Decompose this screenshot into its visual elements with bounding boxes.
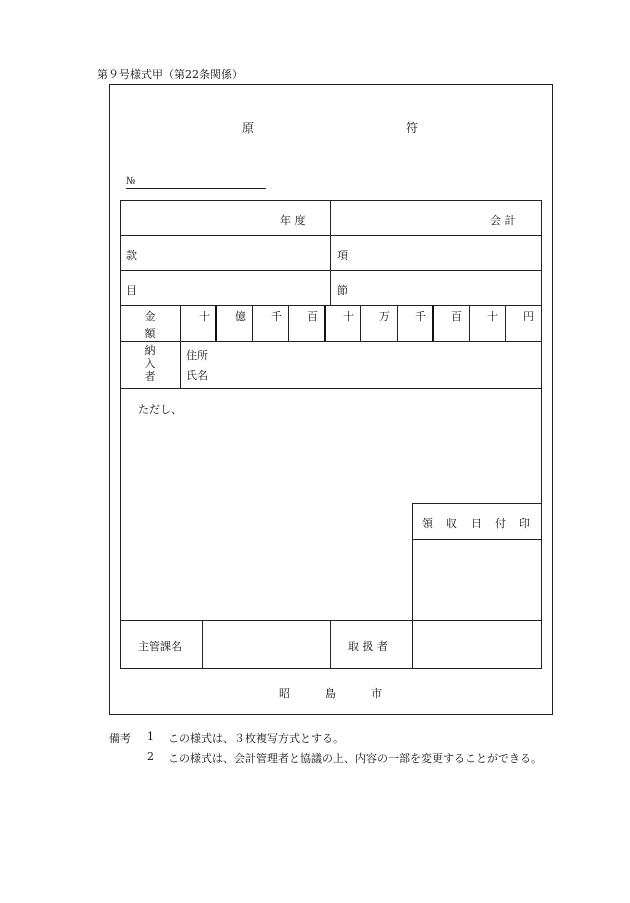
amount-label-bottom: 額 [144, 327, 156, 340]
digit-label-8: 百 [451, 310, 462, 323]
kan-label: 款 [126, 249, 137, 262]
payer-label-char-3: 者 [144, 370, 156, 383]
note-label: ただし、 [138, 403, 182, 416]
payer-label-char-2: 入 [144, 357, 156, 370]
receipt-char-5: 印 [519, 517, 530, 530]
title-left-char: 原 [242, 121, 255, 135]
city-char-2: 島 [325, 687, 336, 700]
receipt-char-4: 付 [495, 517, 506, 530]
title-right-char: 符 [406, 121, 419, 135]
receipt-box-left [412, 503, 413, 669]
payer-label-char-1: 納 [144, 344, 156, 357]
account-label: 会 計 [490, 214, 516, 227]
moku-label: 目 [126, 284, 137, 297]
row-line-6 [120, 620, 542, 621]
footer-divider-2 [330, 620, 331, 669]
digit-label-2: 億 [235, 310, 246, 323]
remark-2-text: この様式は、会計管理者と協議の上、内容の一部を変更することができる。 [168, 752, 542, 765]
payer-name-label: 氏名 [186, 369, 208, 382]
row-line-5 [120, 388, 542, 389]
receipt-char-3: 日 [471, 517, 482, 530]
digit-label-4: 百 [307, 310, 318, 323]
city-char-3: 市 [371, 687, 382, 700]
digit-label-6: 万 [379, 310, 390, 323]
receipt-char-1: 領 [422, 517, 433, 530]
payer-address-label: 住所 [186, 349, 208, 362]
setsu-label: 節 [337, 284, 348, 297]
digit-label-3: 千 [271, 310, 282, 323]
digit-label-9: 十 [487, 310, 498, 323]
row-line-2 [120, 270, 542, 271]
form-label: 第９号様式甲（第22条関係） [97, 68, 243, 81]
row-line-4 [120, 341, 542, 342]
section-label: 主管課名 [138, 640, 182, 653]
center-divider [330, 200, 331, 305]
row-line-1 [120, 235, 542, 236]
handler-label: 取 扱 者 [348, 640, 388, 653]
digit-label-10: 円 [523, 310, 534, 323]
number-underline [126, 188, 266, 189]
row-line-3 [120, 305, 542, 306]
digit-label-1: 十 [199, 310, 210, 323]
remark-1-num: 1 [147, 730, 154, 743]
kou-label: 項 [337, 249, 348, 262]
remarks-label: 備考 [109, 732, 131, 745]
receipt-box-top [412, 503, 542, 504]
receipt-char-2: 収 [446, 517, 457, 530]
receipt-box-header-line [412, 539, 542, 540]
remark-2-num: 2 [147, 750, 154, 763]
footer-divider-1 [202, 620, 203, 669]
fiscal-year-label: 年 度 [280, 214, 306, 227]
remark-1-text: この様式は、３枚複写方式とする。 [168, 732, 344, 745]
digit-label-7: 千 [415, 310, 426, 323]
city-char-1: 昭 [279, 687, 290, 700]
digit-label-5: 十 [343, 310, 354, 323]
number-label: № [126, 176, 136, 187]
amount-label-top: 金 [144, 310, 156, 323]
